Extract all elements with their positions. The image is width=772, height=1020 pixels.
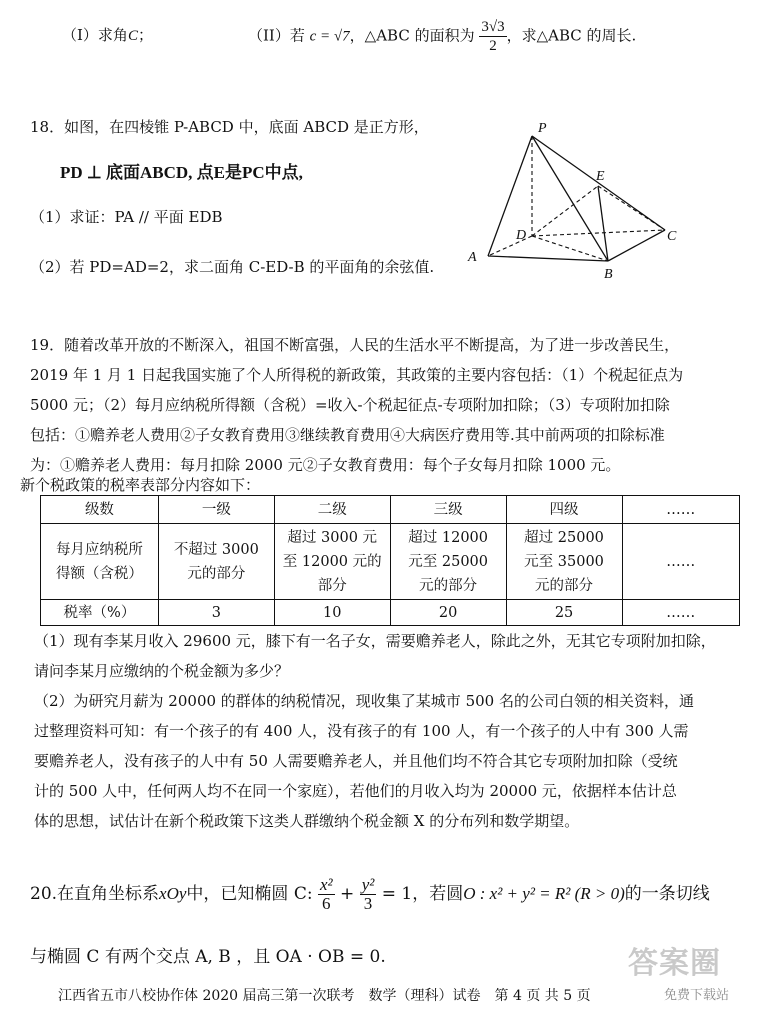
q19-sub2-line-2: 过整理资料可知：有一个孩子的有 400 人，没有孩子的有 100 人，有一个孩子的人中有 300 人需 — [34, 722, 689, 740]
q18-condition: PD ⊥ 底面ABCD, 点E是PC中点, — [60, 163, 303, 182]
table-cell: 超过 3000 元至 12000 元的部分 — [274, 524, 390, 600]
area-fraction: $\frac{3√3}{2}$ — [481, 19, 505, 54]
table-cell: …… — [622, 524, 740, 600]
q17-part2: （II）若 c = √7，△ABC 的面积为 $\frac{3√3}{2}$ ，求△ABC 的周长. — [248, 19, 637, 54]
x-fraction: $\frac{\text{x²}}{6}$ — [319, 875, 333, 913]
table-row — [41, 524, 740, 600]
table-row — [41, 600, 740, 626]
label-C: C — [667, 229, 677, 244]
q19-sub1-line-2: 请问李某月应缴纳的个税金额为多少？ — [34, 662, 290, 680]
label-D: D — [516, 228, 527, 243]
label-A: A — [468, 250, 477, 265]
table-row — [41, 496, 740, 524]
q19-line-5: 为：①赡养老人费用：每月扣除 2000 元②子女教育费用：每个子女每月扣除 1000 元。 — [30, 456, 621, 474]
table-cell: 不超过 3000 元的部分 — [158, 524, 274, 600]
page-footer: 江西省五市八校协作体 2020 届高三第一次联考 数学（理科）试卷 第 4 页 共 5 页 — [58, 988, 591, 1004]
table-cell: 税率（%） — [41, 600, 159, 626]
table-cell: 四级 — [506, 496, 622, 524]
table-cell: 超过 12000 元至 25000 元的部分 — [390, 524, 506, 600]
q19-sub2-line-3: 要赡养老人，没有孩子的人中有 50 人需要赡养老人，并且他们均不符合其它专项附加扣除（受统 — [34, 752, 678, 770]
q20-line-2: 与椭圆 C 有两个交点 A, B ，且 OA · OB = 0. — [30, 947, 386, 967]
q18-part2: （2）若 PD=AD=2，求二面角 C-ED-B 的平面角的余弦值. — [30, 258, 435, 276]
table-cell: 一级 — [158, 496, 274, 524]
table-cell: 20 — [390, 600, 506, 626]
tax-rate-table — [40, 495, 740, 626]
table-cell: 二级 — [274, 496, 390, 524]
q19-sub1-line-1: （1）现有李某月收入 29600 元，膝下有一名子女，需要赡养老人，除此之外，无其它专项附加扣除， — [34, 632, 716, 650]
q18-intro: 18．如图，在四棱锥 P-ABCD 中，底面 ABCD 是正方形， — [30, 118, 429, 136]
table-cell: 超过 25000 元至 35000 元的部分 — [506, 524, 622, 600]
y-fraction: $\frac{\text{y²}}{3}$ — [361, 875, 375, 913]
watermark-subtitle: 免费下载站 — [664, 988, 730, 1003]
q19-sub2-line-1: （2）为研究月薪为 20000 的群体的纳税情况，现收集了某城市 500 名的公司白领的相关资料，通 — [34, 692, 694, 710]
q19-line-3: 5000 元；（2）每月应纳税所得额（含税）=收入-个税起征点-专项附加扣除；（3）专项附加扣除 — [30, 396, 670, 414]
table-cell: …… — [622, 496, 740, 524]
q19-line-2: 2019 年 1 月 1 日起我国实施了个人所得税的新政策，其政策的主要内容包括：（1）个税起征点为 — [30, 366, 684, 384]
q19-table-intro: 新个税政策的税率表部分内容如下： — [20, 476, 261, 494]
pyramid-figure — [460, 118, 700, 288]
q19-sub2-line-4: 计的 500 人中，任何两人均不在同一个家庭），若他们的月收入均为 20000 元，依据样本估计总 — [34, 782, 677, 800]
q17-part1: （I）求角C； — [62, 26, 153, 44]
q19-sub2-line-5: 体的思想，试估计在新个税政策下这类人群缴纳个税金额 X 的分布列和数学期望。 — [34, 812, 580, 830]
table-cell: 三级 — [390, 496, 506, 524]
watermark-logo: 答案圈 — [628, 946, 721, 981]
label-E: E — [596, 169, 605, 184]
table-cell: 10 — [274, 600, 390, 626]
q19-line-4: 包括：①赡养老人费用②子女教育费用③继续教育费用④大病医疗费用等.其中前两项的扣除标准 — [30, 426, 665, 444]
table-cell: 25 — [506, 600, 622, 626]
label-P: P — [538, 121, 547, 136]
label-B: B — [604, 267, 613, 282]
q20-line-1: 20.在直角坐标系xOy中，已知椭圆 C: $\frac{\text{x²}}{6}$ + $\frac{\text{y²}}{3}$ = 1，若圆O : x² + y² = R² (R > 0)的一条切线 — [30, 875, 710, 913]
table-cell: 级数 — [41, 496, 159, 524]
table-cell: 每月应纳税所得额（含税） — [41, 524, 159, 600]
table-cell: …… — [622, 600, 740, 626]
table-cell: 3 — [158, 600, 274, 626]
q18-part1: （1）求证：PA // 平面 EDB — [30, 208, 223, 226]
q19-line-1: 19．随着改革开放的不断深入，祖国不断富强，人民的生活水平不断提高，为了进一步改善民生， — [30, 336, 680, 354]
